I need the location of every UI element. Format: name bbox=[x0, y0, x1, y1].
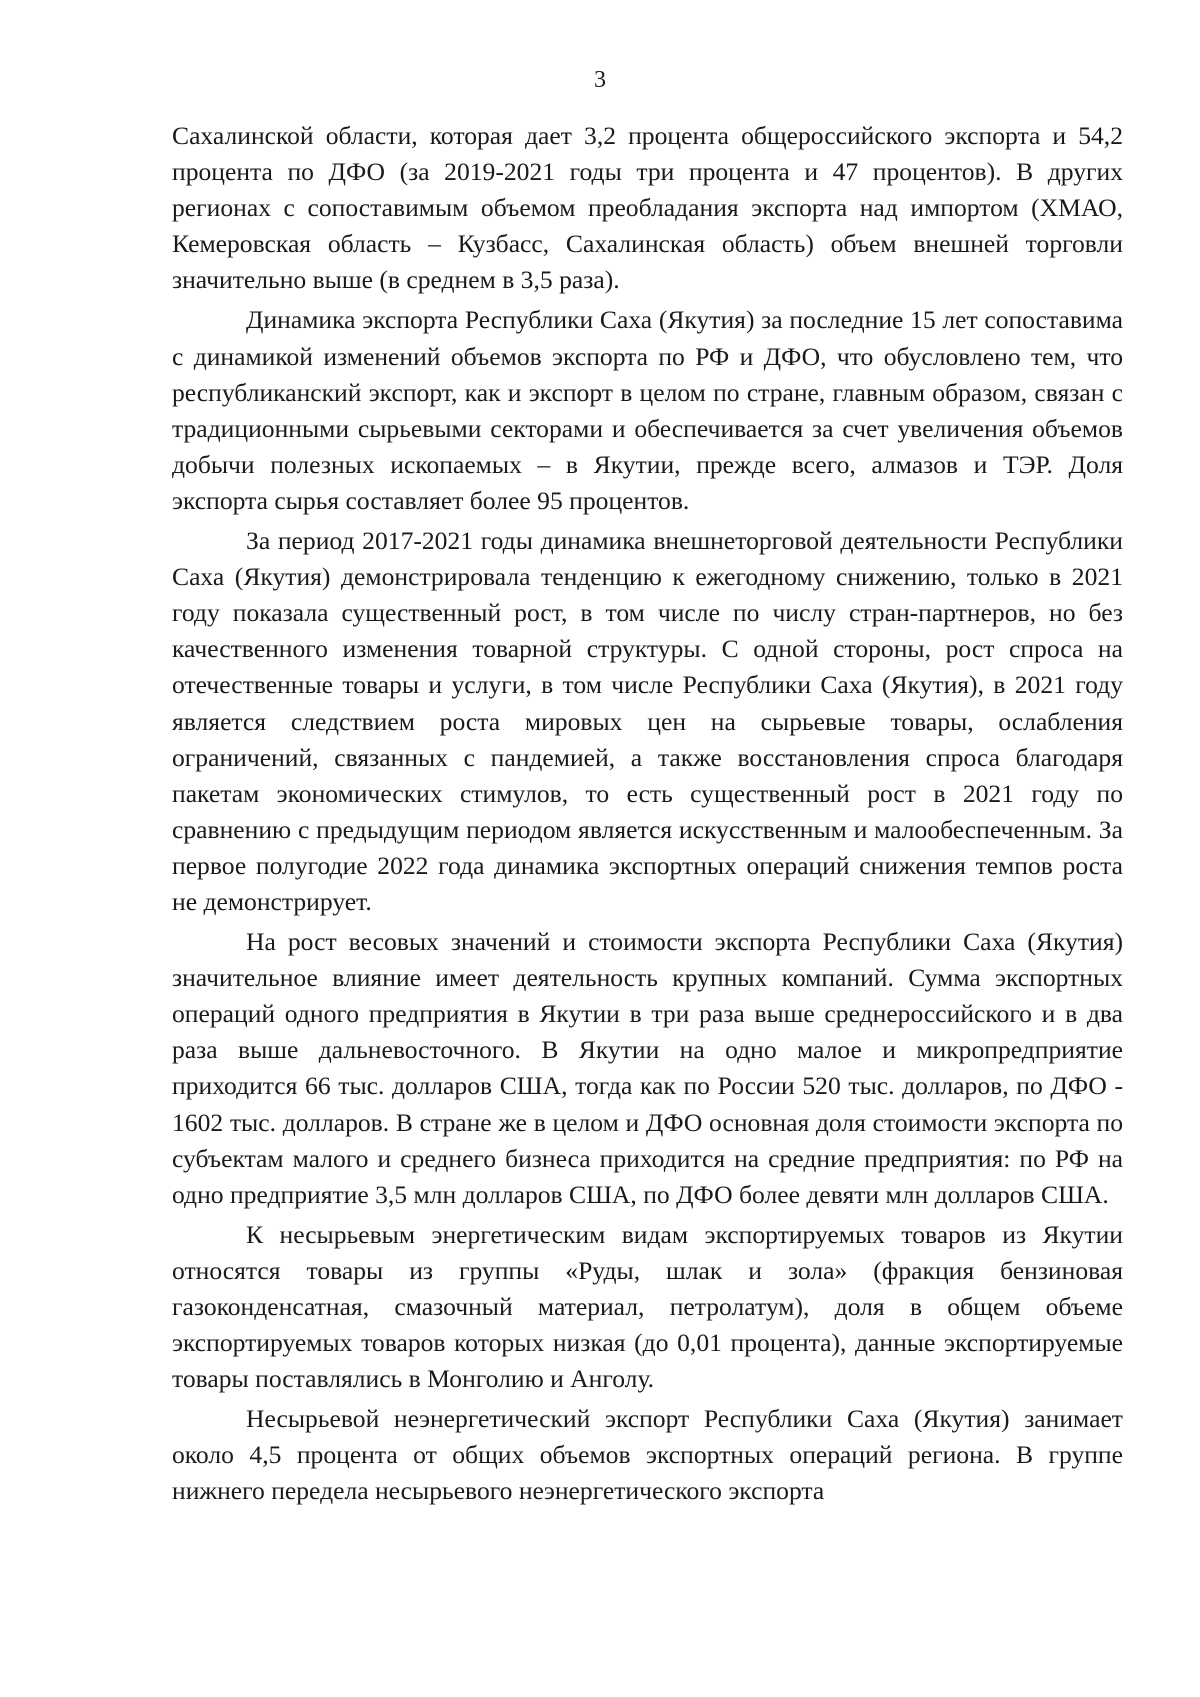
text-body bbox=[172, 118, 1123, 1510]
paragraph-sakhalin-export: Сахалинской области, которая дает 3,2 процента общероссийского экспорта и 54,2 процента по ДФО (за 2019-2021 годы три процента и 47 процентов). В других регионах с сопоставимым объемом преобладания экспорта над импортом (ХМАО, Кемеровская область – Кузбасс, Сахалинская область) объем внешней торговли значительно выше (в среднем в 3,5 раза). bbox=[172, 121, 1123, 295]
paragraph-period-2017-2021: За период 2017-2021 годы динамика внешнеторговой деятельности Республики Саха (Якутия) демонстрировала тенденцию к ежегодному снижению, только в 2021 году показала существенный рост, в том числе по числу стран-партнеров, но без качественного изменения товарной структуры. С одной стороны, рост спроса на отечественные товары и услуги, в том числе Республики Саха (Якутия), в 2021 году является следствием роста мировых цен на сырьевые товары, ослабления ограничений, связанных с пандемией, а также восстановления спроса благодаря пакетам экономических стимулов, то есть существенный рост в 2021 году по сравнению с предыдущим периодом является искусственным и малообеспеченным. За первое полугодие 2022 года динамика экспортных операций снижения темпов роста не демонстрирует. bbox=[172, 526, 1123, 916]
paragraph-non-raw-energy-export: К несырьевым энергетическим видам экспортируемых товаров из Якутии относятся товары из группы «Руды, шлак и зола» (фракция бензиновая газоконденсатная, смазочный материал, петролатум), доля в общем объеме экспортируемых товаров которых низкая (до 0,01 процента), данные экспортируемые товары поставлялись в Монголию и Анголу. bbox=[172, 1219, 1123, 1394]
paragraph-non-raw-non-energy-export: Несырьевой неэнергетический экспорт Республики Саха (Якутия) занимает около 4,5 процента от общих объемов экспортных операций региона. В группе нижнего передела несырьевого неэнергетического экспорта bbox=[172, 1404, 1123, 1506]
page-number: 3 bbox=[594, 67, 606, 93]
paragraph-export-dynamics: Динамика экспорта Республики Саха (Якутия) за последние 15 лет сопоставима с динамикой изменений объемов экспорта по РФ и ДФО, что обусловлено тем, что республиканский экспорт, как и экспорт в целом по стране, главным образом, связан с традиционными сырьевыми секторами и обеспечивается за счет увеличения объемов добычи полезных ископаемых – в Якутии, прежде всего, алмазов и ТЭР. Доля экспорта сырья составляет более 95 процентов. bbox=[172, 305, 1123, 515]
paragraph-large-companies: На рост весовых значений и стоимости экспорта Республики Саха (Якутия) значительное влияние имеет деятельность крупных компаний. Сумма экспортных операций одного предприятия в Якутии в три раза выше среднероссийского и в два раза выше дальневосточного. В Якутии на одно малое и микропредприятие приходится 66 тыс. долларов США, тогда как по России 520 тыс. долларов, по ДФО - 1602 тыс. долларов. В стране же в целом и ДФО основная доля стоимости экспорта по субъектам малого и среднего бизнеса приходится на средние предприятия: по РФ на одно предприятие 3,5 млн долларов США, по ДФО более девяти млн долларов США. bbox=[172, 927, 1123, 1209]
